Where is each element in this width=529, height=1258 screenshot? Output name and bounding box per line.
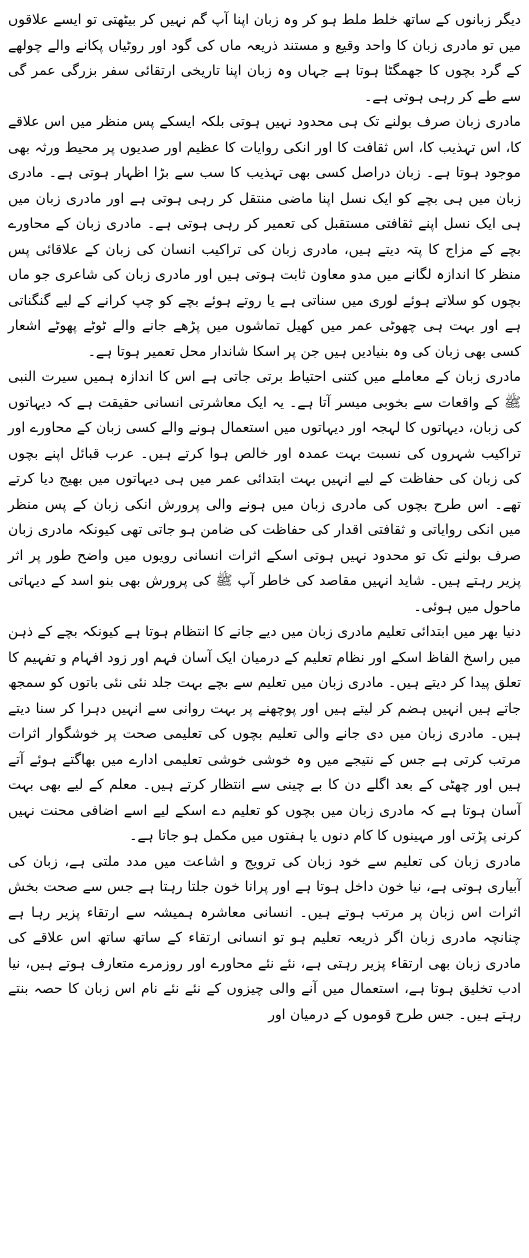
paragraph-5: مادری زبان کی تعلیم سے خود زبان کی ترویج و اشاعت میں مدد ملتی ہے، زبان کی آبیاری ہوتی ہے، نیا خون داخل ہوتا ہے اور پرانا خون جلتا رہتا ہے جس سے صحت بخش اثرات اس زبان پر مرتب ہوتے ہیں۔ انسانی معاشرہ ہمیشہ سے ارتقاء پزیر رہا ہے چنانچہ مادری زبان اگر ذریعہ تعلیم ہو تو انسانی ارتقاء کے ساتھ ساتھ اس علاقے کی مادری زبان بھی ارتقاء پزیر رہتی ہے، نئے نئے محاورے اور روزمرے متعارف ہوتے ہیں، نیا ادب تخلیق ہوتا ہے، استعمال میں آنے والی چیزوں کے نئے نئے نام اس زبان کا حصہ بنتے رہتے ہیں۔ جس طرح قوموں کے درمیان اور [8, 853, 521, 1023]
paragraph-3: مادری زبان کے معاملے میں کتنی احتیاط برتی جاتی ہے اس کا اندازہ ہمیں سیرت النبی ﷺ کے واقعات سے بخوبی میسر آتا ہے۔ یہ ایک معاشرتی انسانی حقیقت ہے کہ دیہاتوں کی زبان، دیہاتوں کا لہجہ اور دیہاتوں میں استعمال ہونے والے کسی زبان کے محاورے اور تراکیب شہروں کی نسبت بہت عمدہ اور خالص ہوا کرتے ہیں۔ عرب قبائل اپنے بچوں کی زبان کی حفاظت کے لیے انہیں بہت ابتدائی عمر میں ہی دیہاتوں میں بھیج دیا کرتے تھے۔ اس طرح بچوں کی مادری زبان میں ہونے والی پرورش انکی زبان کے پس منظر میں انکی روایاتی و ثقافتی اقدار کی حفاظت کی ضامن ہو جاتی تھی کیونکہ مادری زبان صرف بولنے تک تو محدود نہیں ہوتی اسکے اثرات انسانی رویوں میں واضح طور پر اثر پزیر رہتے ہیں۔ شاید انہیں مقاصد کی خاطر آپ ﷺ کی پرورش بھی بنو اسد کے دیہاتی ماحول میں ہوئی۔ [8, 369, 521, 615]
paragraph-4: دنیا بھر میں ابتدائی تعلیم مادری زبان میں دیے جانے کا انتظام ہوتا ہے کیونکہ بچے کے ذہن میں راسخ الفاظ اسکے اور نظام تعلیم کے درمیان ایک آسان فہم اور زود افہام و تفہیم کا تعلق پیدا کر دیتے ہیں۔ مادری زبان میں تعلیم سے بچے بہت جلد نئی نئی باتوں کو سمجھ جاتے ہیں انہیں ہضم کر لیتے ہیں اور پوچھنے پر بہت روانی سے انہیں دہرا کر سنا دیتے ہیں۔ مادری زبان میں دی جانے والی تعلیم بچوں کی تعلیمی صحت پر خوشگوار اثرات مرتب کرتی ہے جس کے نتیجے میں وہ خوشی خوشی تعلیمی ادارے میں بھاگتے ہوئے آتے ہیں اور چھٹی کے بعد اگلے دن کا بے چینی سے انتظار کرتے ہیں۔ معلم کے لیے بھی بہت آسان ہوتا ہے کہ مادری زبان میں بچوں کو تعلیم دے اسکے لیے اسے اضافی محنت نہیں کرنی پڑتی اور مہینوں کا کام دنوں یا ہفتوں میں مکمل ہو جاتا ہے۔ [8, 624, 521, 844]
paragraph-1: دیگر زبانوں کے ساتھ خلط ملط ہو کر وہ زبان اپنا آپ گم نہیں کر بیٹھتی تو ایسے علاقوں میں تو مادری زبان کا واحد وقیع و مستند ذریعہ ماں کی گود اور روٹیاں پکانے والے چولھے کے گرد بچوں کا جھمگٹا ہوتا ہے جہاں وہ زبان اپنا تاریخی ارتقائی سفر بزرگی عمر گی سے طے کر رہی ہوتی ہے۔ [8, 12, 521, 105]
paragraph-2: مادری زبان صرف بولنے تک ہی محدود نہیں ہوتی بلکہ ایسکے پس منظر میں اس علاقے کا، اس تہذیب کا، اس ثقافت کا اور انکی روایات کا عظیم اور صدیوں پر محیط ورثہ بھی موجود ہوتا ہے۔ زبان دراصل کسی بھی تہذیب کا سب سے بڑا اظہار ہوتی ہے۔ مادری زبان میں ہی بچے کو ایک نسل اپنا ماضی منتقل کر رہی ہوتی ہے اور مادری زبان میں ہی ایک نسل اپنے ثقافتی مستقبل کی تعمیر کر رہی ہوتی ہے۔ مادری زبان کے محاورے بچے کے مزاج کا پتہ دیتے ہیں، مادری زبان کی تراکیب انسان کی زبان کے علاقائی پس منظر کا اندازہ لگانے میں مدو معاون ثابت ہوتی ہیں اور مادری زبان کی شاعری جو ماں بچوں کو سلاتے ہوئے لوری میں سناتی ہے یا روتے ہوئے بچے کو چپ کرانے کے لیے گنگناتی ہے اور بہت ہی چھوٹی عمر میں کھیل تماشوں میں پڑھے جانے والے ٹوٹے پھوٹے اشعار کسی بھی زبان کی وہ بنیادیں ہیں جن پر اسکا شاندار محل تعمیر ہوتا ہے۔ [8, 114, 521, 360]
